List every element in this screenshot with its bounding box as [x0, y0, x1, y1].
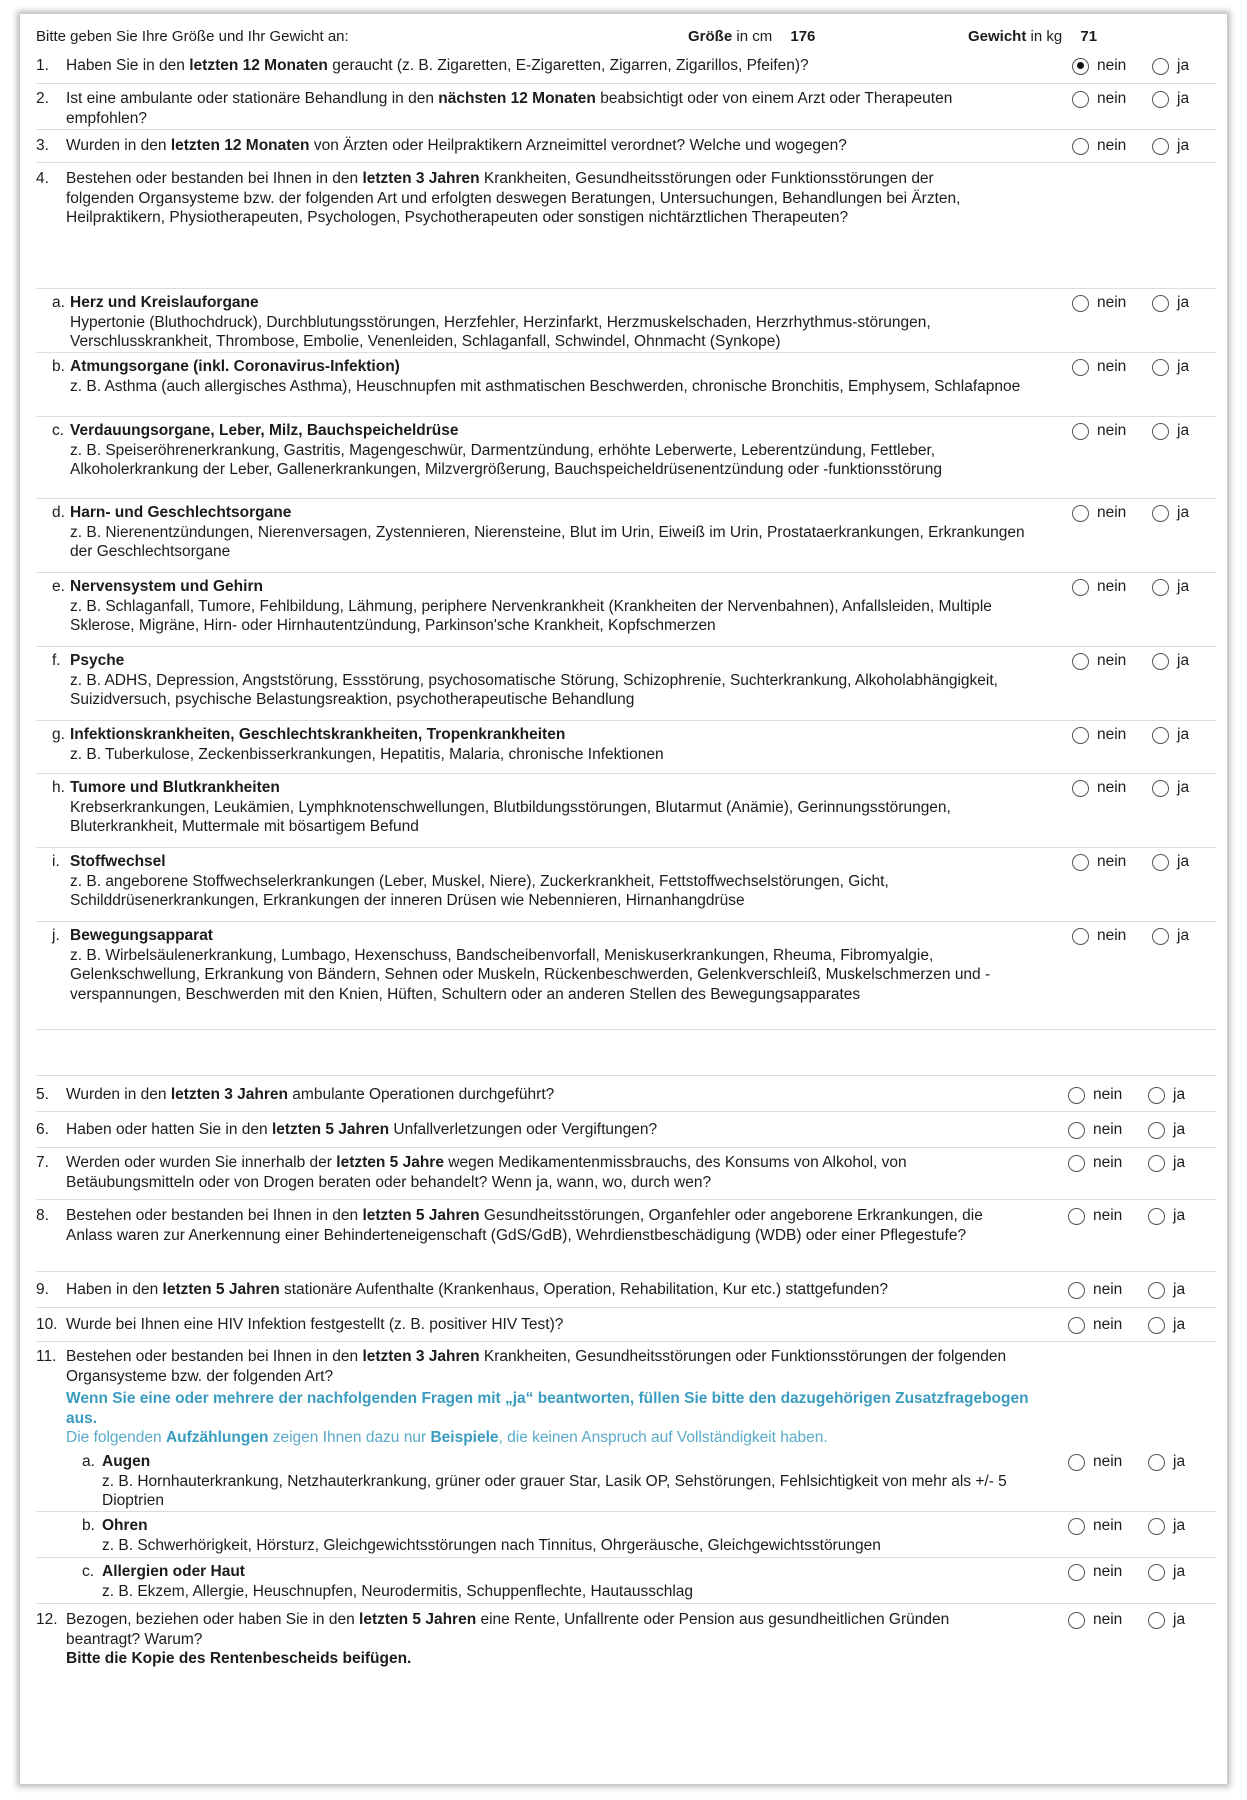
question-4: 4. Bestehen oder bestanden bei Ihnen in den letzten 3 Jahren Krankheiten, Gesundheitsstörungen oder Funktionsstörungen der folgenden Organsysteme bzw. der folgenden Art und erfolgten deswegen Beratungen, Untersuchungen, Behandlungen bei Ärzten, Heilpraktikern, Physiotherapeuten, Psychologen, Psychotherapeuten oder sonstigen nichtärztlichen Therapeuten?: [36, 163, 1216, 289]
question-1: 1. Haben Sie in den letzten 12 Monaten geraucht (z. B. Zigaretten, E-Zigaretten, Zigarren, Zigarillos, Pfeifen)? nein ja: [36, 52, 1216, 84]
question-11: 11. Bestehen oder bestanden bei Ihnen in den letzten 3 Jahren Krankheiten, Gesundheitsstörungen oder Funktionsstörungen der folgenden Organsysteme bzw. der folgenden Art? Wenn Sie eine oder mehrere der nachfolgenden Fragen mit „ja“ beantworten, füllen Sie bitte den dazugehörigen Zusatzfragebogen aus. Die folgenden Aufzählungen zeigen Ihnen dazu nur Beispiele, die keinen Anspruch auf Vollständigkeit haben.: [36, 1342, 1216, 1448]
radio-icon[interactable]: [1072, 505, 1089, 522]
yes-option[interactable]: ja: [1152, 357, 1189, 377]
answer-options: [1068, 1280, 1218, 1300]
radio-icon[interactable]: [1068, 1087, 1085, 1104]
question-4i: i. Stoffwechsel z. B. angeborene Stoffwechselerkrankungen (Leber, Muskel, Niere), Zuckerkrankheit, Fettstoffwechselstörungen, Gicht, Schilddrüsenerkrankungen, Erkrankungen der inneren Drüsen wie Nebennieren, Hirnanhangdrüse nein ja: [36, 848, 1216, 922]
radio-icon[interactable]: [1068, 1564, 1085, 1581]
radio-icon[interactable]: [1072, 928, 1089, 945]
radio-icon[interactable]: [1072, 423, 1089, 440]
weight-value: 71: [1080, 28, 1098, 45]
radio-icon[interactable]: [1072, 727, 1089, 744]
radio-icon[interactable]: [1152, 423, 1169, 440]
no-option[interactable]: nein: [1072, 421, 1126, 441]
no-option[interactable]: nein: [1072, 357, 1126, 377]
yes-option[interactable]: ja: [1152, 421, 1189, 441]
answer-options: [1072, 136, 1222, 156]
yes-option[interactable]: ja: [1148, 1562, 1185, 1582]
question-4g: g. Infektionskrankheiten, Geschlechtskrankheiten, Tropenkrankheiten z. B. Tuberkulose, Zeckenbisserkrankungen, Hepatitis, Malaria, chronische Infektionen nein ja: [36, 721, 1216, 774]
yes-option[interactable]: ja: [1148, 1452, 1185, 1472]
radio-icon[interactable]: [1152, 295, 1169, 312]
question-11a: a. Augen z. B. Hornhauterkrankung, Netzhauterkrankung, grüner oder grauer Star, Lasik OP, Sehstörungen, Fehlsichtigkeit von mehr als +/- 5 Dioptrien nein ja: [36, 1448, 1216, 1512]
radio-icon[interactable]: [1068, 1208, 1085, 1225]
yes-option[interactable]: ja: [1152, 852, 1189, 872]
no-option[interactable]: nein: [1068, 1516, 1122, 1536]
question-4a: a. Herz und Kreislauforgane Hypertonie (Bluthochdruck), Durchblutungsstörungen, Herzfehler, Herzinfarkt, Herzmuskelschaden, Herzrhythmus-störungen, Verschlusskrankheit, Thrombose, Embolie, Venenleiden, Schlaganfall, Schwindel, Ohnmacht (Synkope) nein ja: [36, 289, 1216, 353]
radio-icon[interactable]: [1072, 854, 1089, 871]
radio-icon[interactable]: [1072, 653, 1089, 670]
radio-icon[interactable]: [1068, 1282, 1085, 1299]
answer-options: [1068, 1516, 1218, 1536]
question-4c: c. Verdauungsorgane, Leber, Milz, Bauchspeicheldrüse z. B. Speiseröhrenerkrankung, Gastritis, Magengeschwür, Darmentzündung, erhöhte Leberwerte, Leberentzündung, Fettleber, Alkoholerkrankung der Leber, Gallenerkrankungen, Milzvergrößerung, Bauchspeicheldrüsenentzündung oder -funktionsstörung nein ja: [36, 417, 1216, 499]
question-12: 12. Bezogen, beziehen oder haben Sie in den letzten 5 Jahren eine Rente, Unfallrente oder Pension aus gesundheitlichen Gründen beantragt? Warum? Bitte die Kopie des Rentenbescheids beifügen. nein ja: [36, 1604, 1216, 1684]
radio-icon[interactable]: [1148, 1564, 1165, 1581]
radio-icon[interactable]: [1148, 1155, 1165, 1172]
radio-icon[interactable]: [1148, 1317, 1165, 1334]
question-9: 9. Haben in den letzten 5 Jahren stationäre Aufenthalte (Krankenhaus, Operation, Rehabilitation, Kur etc.) stattgefunden? nein ja: [36, 1272, 1216, 1308]
yes-option[interactable]: ja: [1148, 1120, 1185, 1140]
no-option[interactable]: nein: [1068, 1562, 1122, 1582]
question-4h: h. Tumore und Blutkrankheiten Krebserkrankungen, Leukämien, Lymphknotenschwellungen, Blutbildungsstörungen, Blutarmut (Anämie), Gerinnungsstörungen, Bluterkrankheit, Muttermale mit bösartigem Befund nein ja: [36, 774, 1216, 848]
answer-options: [1068, 1452, 1218, 1472]
height-value: 176: [790, 28, 816, 45]
question-11c: c. Allergien oder Haut z. B. Ekzem, Allergie, Heuschnupfen, Neurodermitis, Schuppenflechte, Hautausschlag nein ja: [36, 1558, 1216, 1604]
radio-icon[interactable]: [1072, 780, 1089, 797]
yes-option[interactable]: ja: [1152, 293, 1189, 313]
height-weight-intro: Bitte geben Sie Ihre Größe und Ihr Gewicht an:: [36, 28, 349, 45]
no-option[interactable]: nein: [1068, 1120, 1122, 1140]
radio-icon[interactable]: [1148, 1612, 1165, 1629]
no-option[interactable]: nein: [1072, 56, 1126, 76]
question-4f: f. Psyche z. B. ADHS, Depression, Angststörung, Essstörung, psychosomatische Störung, Schizophrenie, Suchterkrankung, Alkoholabhängigkeit, Suizidversuch, psychische Belastungsreaktion, psychotherapeutische Behandlung nein ja: [36, 647, 1216, 721]
answer-options: [1068, 1562, 1218, 1582]
yes-option[interactable]: ja: [1152, 56, 1189, 76]
answer-options: [1072, 577, 1222, 597]
height-weight-header: [36, 24, 1216, 52]
answer-options: [1068, 1206, 1218, 1226]
question-5: 5. Wurden in den letzten 3 Jahren ambulante Operationen durchgeführt? nein ja: [36, 1076, 1216, 1112]
examples-note: Die folgenden Aufzählungen zeigen Ihnen dazu nur Beispiele, die keinen Anspruch auf Vollständigkeit haben.: [66, 1429, 828, 1446]
yes-option[interactable]: ja: [1148, 1280, 1185, 1300]
question-6: 6. Haben oder hatten Sie in den letzten 5 Jahren Unfallverletzungen oder Vergiftungen? nein ja: [36, 1112, 1216, 1148]
radio-icon[interactable]: [1068, 1122, 1085, 1139]
answer-options: [1072, 357, 1222, 377]
no-option[interactable]: nein: [1072, 651, 1126, 671]
radio-icon[interactable]: [1152, 727, 1169, 744]
answer-options: [1072, 852, 1222, 872]
radio-icon[interactable]: [1072, 295, 1089, 312]
weight-field[interactable]: Gewicht in kg 71: [968, 28, 1098, 45]
answer-options: [1072, 651, 1222, 671]
radio-icon[interactable]: [1148, 1454, 1165, 1471]
yes-option[interactable]: ja: [1152, 778, 1189, 798]
question-2: 2. Ist eine ambulante oder stationäre Behandlung in den nächsten 12 Monaten beabsichtigt oder von einem Arzt oder Therapeuten empfohlen? nein ja: [36, 84, 1216, 130]
no-option[interactable]: nein: [1072, 89, 1126, 109]
radio-icon[interactable]: [1072, 579, 1089, 596]
question-4e: e. Nervensystem und Gehirn z. B. Schlaganfall, Tumore, Fehlbildung, Lähmung, periphere Nervenkrankheit (Krankheiten der Nervenbahnen), Anfallsleiden, Multiple Sklerose, Migräne, Hirn- oder Hirnhautentzündung, Parkinson'sche Krankheit, Kopfschmerzen nein ja: [36, 573, 1216, 647]
yes-option[interactable]: ja: [1148, 1085, 1185, 1105]
radio-icon[interactable]: [1148, 1087, 1165, 1104]
answer-options: [1072, 503, 1222, 523]
no-option[interactable]: nein: [1068, 1085, 1122, 1105]
radio-selected-icon[interactable]: [1072, 58, 1089, 75]
radio-icon[interactable]: [1068, 1454, 1085, 1471]
question-11b: b. Ohren z. B. Schwerhörigkeit, Hörsturz, Gleichgewichtsstörungen nach Tinnitus, Ohrgeräusche, Gleichgewichtsstörungen nein ja: [36, 1512, 1216, 1558]
question-4j: j. Bewegungsapparat z. B. Wirbelsäulenerkrankung, Lumbago, Hexenschuss, Bandscheibenvorfall, Meniskuserkrankungen, Rheuma, Fibromyalgie, Gelenkschwellung, Erkrankung von Bändern, Sehnen oder Muskeln, Rückenbeschwerden, Gelenkverschleiß, Muskelschmerzen und -verspannungen, Beschwerden mit den Knien, Hüften, Schultern oder an anderen Stellen des Bewegungsapparates nein ja: [36, 922, 1216, 1030]
radio-icon[interactable]: [1148, 1122, 1165, 1139]
attachment-note: Bitte die Kopie des Rentenbescheids beifügen.: [66, 1650, 412, 1667]
yes-option[interactable]: ja: [1148, 1153, 1185, 1173]
yes-option[interactable]: ja: [1152, 136, 1189, 156]
question-7: 7. Werden oder wurden Sie innerhalb der letzten 5 Jahre wegen Medikamentenmissbrauchs, des Konsums von Alkohol, von Betäubungsmitteln oder von Drogen beraten oder behandelt? Wenn ja, wann, wo, durch wen? nein ja: [36, 1148, 1216, 1200]
radio-icon[interactable]: [1068, 1612, 1085, 1629]
radio-icon[interactable]: [1152, 505, 1169, 522]
answer-options: [1068, 1153, 1218, 1173]
answer-options: [1072, 293, 1222, 313]
question-10: 10. Wurde bei Ihnen eine HIV Infektion festgestellt (z. B. positiver HIV Test)? nein ja: [36, 1308, 1216, 1342]
no-option[interactable]: nein: [1068, 1153, 1122, 1173]
section-spacer: [36, 1030, 1216, 1076]
no-option[interactable]: nein: [1068, 1610, 1122, 1630]
no-option[interactable]: nein: [1072, 136, 1126, 156]
yes-option[interactable]: ja: [1148, 1516, 1185, 1536]
radio-icon[interactable]: [1152, 138, 1169, 155]
question-8: 8. Bestehen oder bestanden bei Ihnen in den letzten 5 Jahren Gesundheitsstörungen, Organfehler oder angeborene Erkrankungen, die Anlass waren zur Anerkennung einer Behinderteneigenschaft (GdS/GdB), Wehrdienstbeschädigung (WDB) oder einer Pflegestufe? nein ja: [36, 1200, 1216, 1272]
yes-option[interactable]: ja: [1152, 926, 1189, 946]
yes-option[interactable]: ja: [1148, 1206, 1185, 1226]
no-option[interactable]: nein: [1068, 1206, 1122, 1226]
answer-options: [1072, 421, 1222, 441]
no-option[interactable]: nein: [1072, 577, 1126, 597]
yes-option[interactable]: ja: [1148, 1610, 1185, 1630]
yes-option[interactable]: ja: [1152, 725, 1189, 745]
radio-icon[interactable]: [1152, 359, 1169, 376]
no-option[interactable]: nein: [1068, 1452, 1122, 1472]
no-option[interactable]: nein: [1072, 503, 1126, 523]
radio-icon[interactable]: [1148, 1208, 1165, 1225]
radio-icon[interactable]: [1152, 579, 1169, 596]
radio-icon[interactable]: [1072, 359, 1089, 376]
yes-option[interactable]: ja: [1148, 1315, 1185, 1335]
radio-icon[interactable]: [1152, 653, 1169, 670]
answer-options: [1072, 89, 1222, 109]
answer-options: [1072, 926, 1222, 946]
radio-icon[interactable]: [1152, 58, 1169, 75]
answer-options: [1068, 1120, 1218, 1140]
answer-options: [1068, 1610, 1218, 1630]
answer-options: [1068, 1085, 1218, 1105]
radio-icon[interactable]: [1152, 928, 1169, 945]
radio-icon[interactable]: [1072, 91, 1089, 108]
no-option[interactable]: nein: [1068, 1315, 1122, 1335]
radio-icon[interactable]: [1068, 1155, 1085, 1172]
question-3: 3. Wurden in den letzten 12 Monaten von Ärzten oder Heilpraktikern Arzneimittel verordnet? Welche und wogegen? nein ja: [36, 130, 1216, 163]
answer-options: [1072, 778, 1222, 798]
question-4d: d. Harn- und Geschlechtsorgane z. B. Nierenentzündungen, Nierenversagen, Zystennieren, Nierensteine, Blut im Urin, Eiweiß im Urin, Prostataerkrankungen, Erkrankungen der Geschlechtsorgane nein ja: [36, 499, 1216, 573]
radio-icon[interactable]: [1152, 780, 1169, 797]
yes-option[interactable]: ja: [1152, 89, 1189, 109]
radio-icon[interactable]: [1148, 1518, 1165, 1535]
no-option[interactable]: nein: [1072, 778, 1126, 798]
answer-options: [1072, 56, 1222, 76]
radio-icon[interactable]: [1068, 1518, 1085, 1535]
radio-icon[interactable]: [1152, 854, 1169, 871]
health-questionnaire: [36, 24, 1216, 1684]
yes-option[interactable]: ja: [1152, 503, 1189, 523]
radio-icon[interactable]: [1068, 1317, 1085, 1334]
no-option[interactable]: nein: [1072, 725, 1126, 745]
instruction-note: Wenn Sie eine oder mehrere der nachfolgenden Fragen mit „ja“ beantworten, füllen Sie bitte den dazugehörigen Zusatzfragebogen aus.: [66, 1390, 1029, 1427]
no-option[interactable]: nein: [1072, 293, 1126, 313]
radio-icon[interactable]: [1152, 91, 1169, 108]
no-option[interactable]: nein: [1072, 926, 1126, 946]
yes-option[interactable]: ja: [1152, 577, 1189, 597]
answer-options: [1068, 1315, 1218, 1335]
radio-icon[interactable]: [1072, 138, 1089, 155]
question-4b: b. Atmungsorgane (inkl. Coronavirus-Infektion) z. B. Asthma (auch allergisches Asthma), Heuschnupfen mit asthmatischen Beschwerden, chronische Bronchitis, Emphysem, Schlafapnoe nein ja: [36, 353, 1216, 417]
answer-options: [1072, 725, 1222, 745]
height-field[interactable]: Größe in cm 176: [688, 28, 816, 45]
no-option[interactable]: nein: [1068, 1280, 1122, 1300]
radio-icon[interactable]: [1148, 1282, 1165, 1299]
no-option[interactable]: nein: [1072, 852, 1126, 872]
form-page: [20, 14, 1227, 1784]
yes-option[interactable]: ja: [1152, 651, 1189, 671]
